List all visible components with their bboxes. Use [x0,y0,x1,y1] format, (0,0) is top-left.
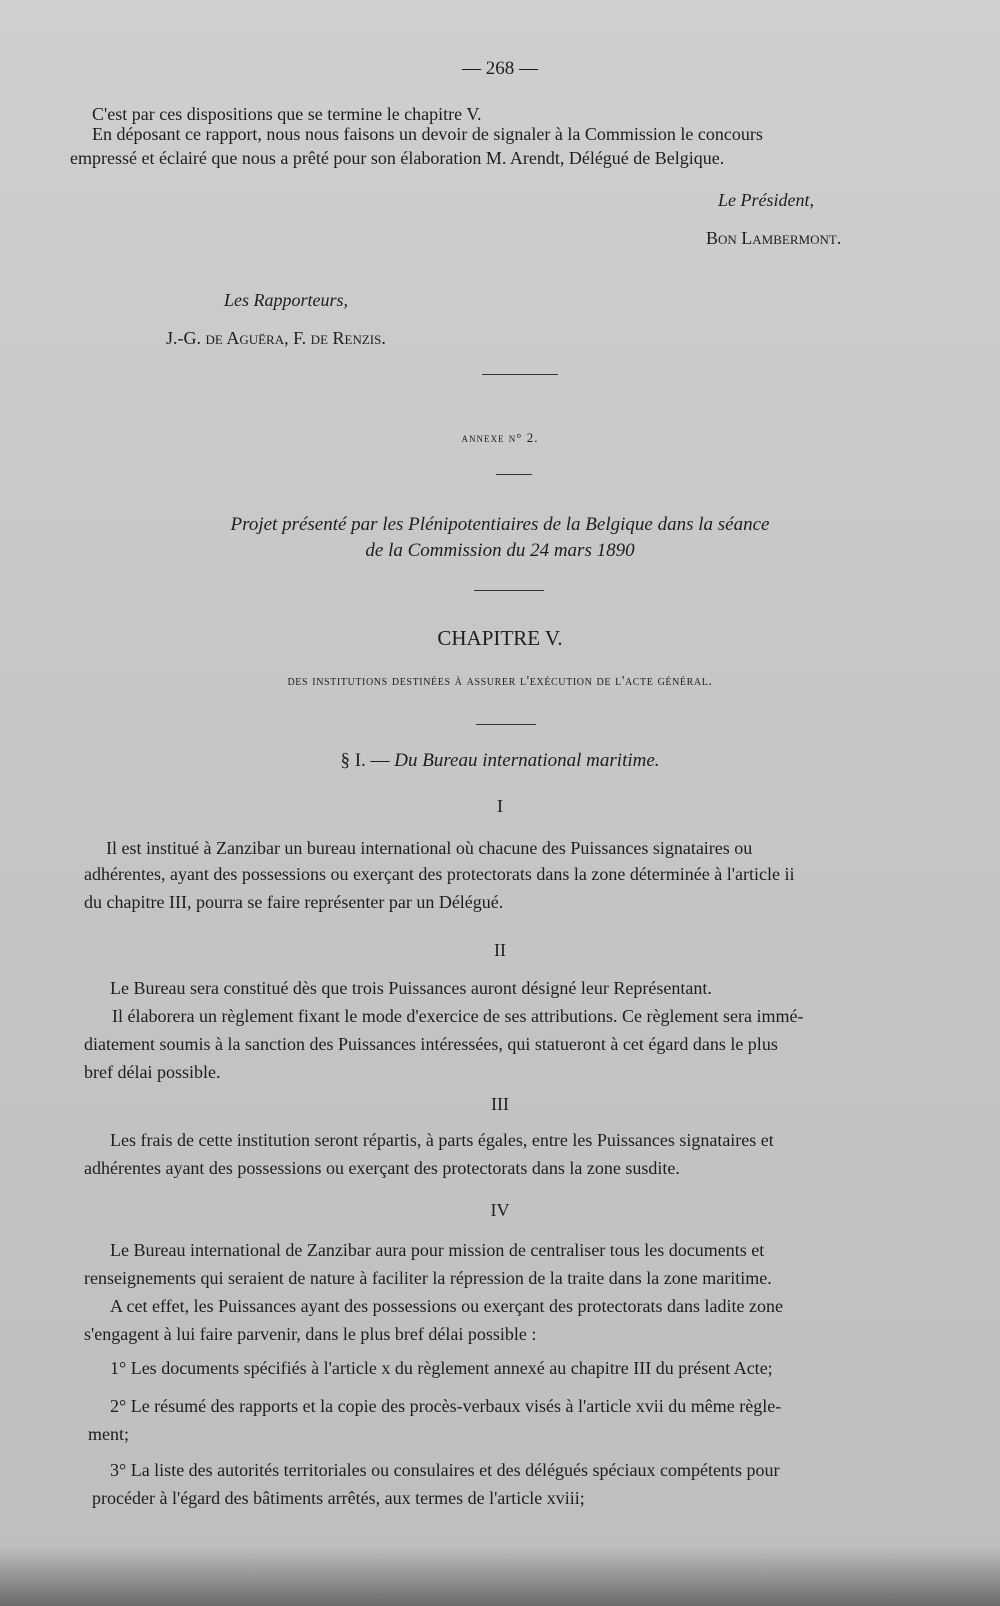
paragraph-line: Le Bureau sera constitué dès que trois Puissances auront désigné leur Représentant. [110,978,712,998]
paragraph-line: C'est par ces dispositions que se termine le chapitre V. [92,104,482,124]
paragraph-line: adhérentes, ayant des possessions ou exerçant des protectorats dans la zone déterminée à l'article ii [84,864,795,884]
paragraph-line: Le Bureau international de Zanzibar aura pour mission de centraliser tous les documents et [110,1240,765,1260]
section-heading [0,750,1000,772]
section-title: Du Bureau international maritime. [394,750,660,771]
paragraph-line: renseignements qui seraient de nature à faciliter la répression de la traite dans la zone maritime. [84,1268,772,1288]
paragraph-line: Il élaborera un règlement fixant le mode d'exercice de ses attributions. Ce règlement sera immé- [112,1006,804,1026]
paragraph-line: En déposant ce rapport, nous nous faisons un devoir de signaler à la Commission le concours [92,124,763,144]
president-title: Le Président, [718,190,814,210]
annex-title-line: Projet présenté par les Plénipotentiaires de la Belgique dans la séance [230,514,770,535]
list-item: 2° Le résumé des rapports et la copie des procès-verbaux visés à l'article xvii du même règle- [110,1396,782,1416]
article-numeral: I [497,796,503,816]
rapporteurs-names: J.-G. de Aguëra, F. de Renzis. [166,328,386,348]
article-numeral: IV [490,1200,510,1220]
list-item-continuation: ment; [88,1424,129,1444]
article-numeral: III [491,1094,509,1114]
paragraph-line: adhérentes ayant des possessions ou exerçant des protectorats dans la zone susdite. [84,1158,680,1178]
divider [476,724,536,725]
president-name: Bon Lambermont. [706,228,842,248]
paragraph-line: Il est institué à Zanzibar un bureau international où chacune des Puissances signataires ou [106,838,753,858]
paragraph-line: A cet effet, les Puissances ayant des possessions ou exerçant des protectorats dans ladite zone [110,1296,783,1316]
list-item-continuation: procéder à l'égard des bâtiments arrêtés, aux termes de l'article xviii; [92,1488,585,1508]
list-item: 3° La liste des autorités territoriales ou consulaires et des délégués spéciaux compétents pour [110,1460,780,1480]
divider [482,374,558,375]
annex-title-line: de la Commission du 24 mars 1890 [365,540,635,561]
divider [474,590,544,591]
paragraph-line: diatement soumis à la sanction des Puissances intéressées, qui statueront à cet égard dans le plus [84,1034,778,1054]
chapter-heading: CHAPITRE V. [437,626,563,650]
paragraph-line: empressé et éclairé que nous a prêté pour son élaboration M. Arendt, Délégué de Belgique. [70,148,725,168]
section-number: § I. — [340,750,390,771]
chapter-subheading: des institutions destinées à assurer l'exécution de l'acte général. [287,674,713,689]
paragraph-line: du chapitre III, pourra se faire représenter par un Délégué. [84,892,504,912]
article-numeral: II [494,940,506,960]
paragraph-line: bref délai possible. [84,1062,221,1082]
divider [496,474,532,475]
paragraph-line: s'engagent à lui faire parvenir, dans le plus bref délai possible : [84,1324,537,1344]
list-item: 1° Les documents spécifiés à l'article x du règlement annexé au chapitre III du présent Acte; [110,1358,773,1378]
annex-label: annexe n° 2. [461,430,539,445]
rapporteurs-title: Les Rapporteurs, [224,290,349,310]
page-number: — 268 — [462,58,538,79]
paragraph-line: Les frais de cette institution seront répartis, à parts égales, entre les Puissances signataires et [110,1130,774,1150]
